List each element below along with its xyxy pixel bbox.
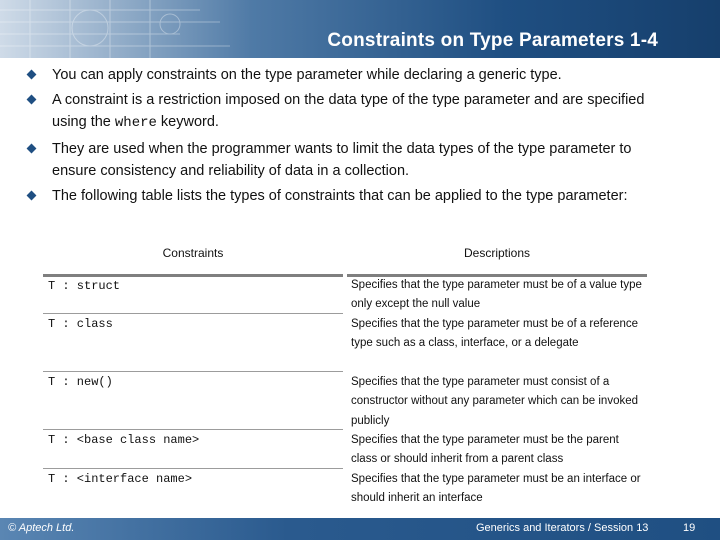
constraint-cell: T : new() bbox=[48, 375, 113, 389]
header-decoration bbox=[0, 0, 260, 58]
keyword-code: where bbox=[114, 115, 157, 131]
row-divider bbox=[43, 371, 343, 372]
slide-title: Constraints on Type Parameters 1-4 bbox=[327, 30, 658, 51]
row-divider bbox=[43, 313, 343, 314]
constraint-cell: T : <base class name> bbox=[48, 433, 200, 447]
diamond-bullet-icon bbox=[27, 191, 37, 201]
bullet-text: A constraint is a restriction imposed on the data type of the type parameter and are specified using the where keyword. bbox=[52, 92, 645, 131]
description-cell: Specifies that the type parameter must consist of a constructor without any parameter which can be invoked publicly bbox=[351, 376, 639, 427]
row-divider bbox=[43, 429, 343, 430]
constraints-table bbox=[43, 242, 647, 508]
page-number: 19 bbox=[683, 522, 696, 534]
description-cell: Specifies that the type parameter must be of a value type only except the null value bbox=[351, 279, 642, 311]
header-divider bbox=[43, 274, 343, 277]
slide-header bbox=[0, 0, 720, 58]
description-cell: Specifies that the type parameter must be the parent class or should inherit from a parent class bbox=[351, 434, 619, 466]
constraint-cell: T : <interface name> bbox=[48, 472, 193, 486]
header-constraints: Constraints bbox=[162, 246, 224, 260]
constraint-cell: T : class bbox=[48, 317, 113, 331]
description-cell: Specifies that the type parameter must be an interface or should inherit an interface bbox=[351, 473, 641, 505]
copyright-text: © Aptech Ltd. bbox=[8, 522, 75, 534]
slide-footer bbox=[0, 518, 720, 540]
bullet-text: You can apply constraints on the type parameter while declaring a generic type. bbox=[52, 67, 562, 83]
header-descriptions: Descriptions bbox=[463, 246, 531, 260]
description-cell: Specifies that the type parameter must be of a reference type such as a class, interface, or a delegate bbox=[351, 318, 639, 350]
constraint-cell: T : struct bbox=[48, 279, 121, 293]
diamond-bullet-icon bbox=[27, 95, 37, 105]
bullet-text: They are used when the programmer wants to limit the data types of the type parameter to ensure consistency and reliability of data in a collection. bbox=[52, 141, 632, 179]
bullet-text: The following table lists the types of constraints that can be applied to the type parameter: bbox=[52, 188, 628, 204]
session-label: Generics and Iterators / Session 13 bbox=[476, 522, 649, 534]
diamond-bullet-icon bbox=[27, 144, 37, 154]
diamond-bullet-icon bbox=[27, 70, 37, 80]
row-divider bbox=[43, 468, 343, 469]
